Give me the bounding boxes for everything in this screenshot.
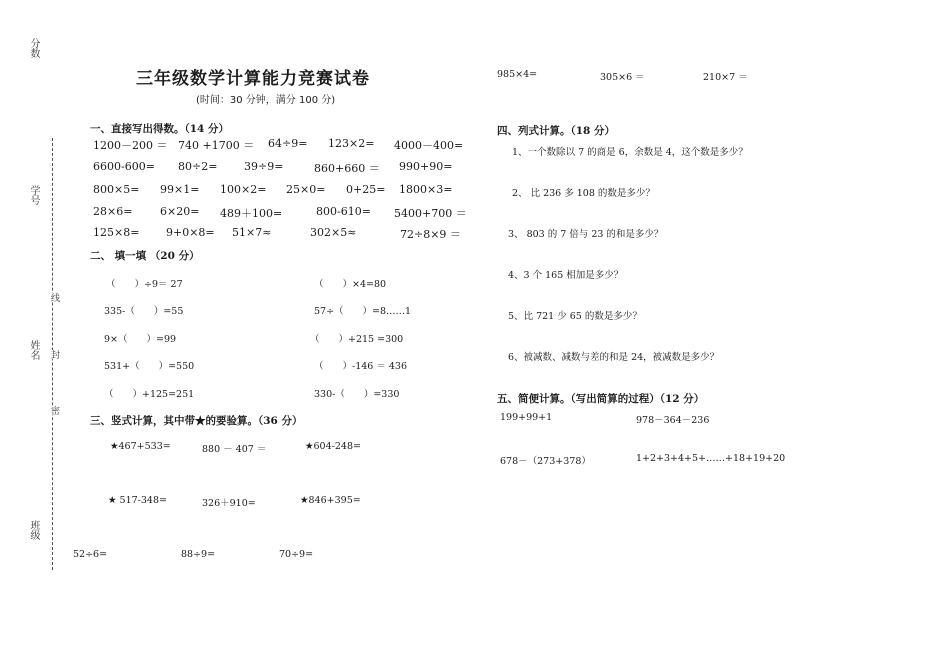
s5-r1-c2: 978－364－236 xyxy=(636,415,710,426)
s3-r1-c2: 880 － 407 ＝ xyxy=(202,444,267,455)
s1-r5-c3: 51×7≈ xyxy=(232,226,272,239)
s1-r3-c5: 0+25= xyxy=(346,183,386,196)
section3-heading: 三、竖式计算，其中带★的要验算。（36 分） xyxy=(90,415,303,427)
s1-r4-c3: 489＋100= xyxy=(220,207,283,220)
s4-item-5: 5、比 721 少 65 的数是多少？ xyxy=(508,311,642,322)
page-title: 三年级数学计算能力竞赛试卷 xyxy=(136,69,370,89)
binding-line-mark: 线 xyxy=(49,293,59,302)
tr-c2: 305×6 ＝ xyxy=(600,72,645,83)
s1-r4-c5: 5400+700 ＝ xyxy=(394,207,467,220)
student-id-label: 学号 xyxy=(28,185,39,205)
s1-r1-c5: 4000－400= xyxy=(394,139,464,152)
s1-r4-c4: 800-610= xyxy=(316,205,371,218)
s4-item-6: 6、被减数、减数与差的和是 24，被减数是多少？ xyxy=(508,352,720,363)
s3-r1-c1: ★467+533= xyxy=(110,441,171,452)
s1-r5-c2: 9+0×8= xyxy=(166,226,215,239)
s5-r1-c1: 199+99+1 xyxy=(500,412,553,423)
class-label: 班级 xyxy=(28,520,39,540)
s3-r2-c3: ★846+395= xyxy=(300,495,361,506)
name-label: 姓名 xyxy=(28,340,39,360)
page-subtitle: (时间：30 分钟，满分 100 分) xyxy=(196,95,336,106)
s2-right-2: 57÷（ ）=8……1 xyxy=(314,306,412,317)
s3-r3-c1: 52÷6= xyxy=(73,549,108,560)
section1-heading: 一、直接写出得数。（14 分） xyxy=(90,123,230,135)
score-label: 分数 xyxy=(28,38,39,58)
s1-r2-c2: 80÷2= xyxy=(178,160,218,173)
s2-left-1: （ ）÷9＝ 27 xyxy=(106,279,183,290)
s1-r2-c5: 990+90= xyxy=(399,160,453,173)
s3-r2-c1: ★ 517-348= xyxy=(108,495,167,506)
s1-r1-c1: 1200－200 ＝ xyxy=(93,139,168,152)
s2-left-3: 9×（ ）=99 xyxy=(104,334,177,345)
s1-r4-c1: 28×6= xyxy=(93,205,133,218)
s1-r3-c4: 25×0= xyxy=(286,183,326,196)
s1-r2-c4: 860+660 ＝ xyxy=(314,162,380,175)
s2-left-5: （ ）+125=251 xyxy=(104,389,195,400)
s1-r5-c4: 302×5≈ xyxy=(310,226,357,239)
binding-dense-mark: 密 xyxy=(49,406,59,415)
s1-r3-c3: 100×2= xyxy=(220,183,267,196)
s1-r3-c6: 1800×3= xyxy=(399,183,453,196)
s4-item-1: 1、一个数除以 7 的商是 6，余数是 4，这个数是多少？ xyxy=(512,147,748,158)
s2-left-4: 531+（ ）=550 xyxy=(104,361,195,372)
s2-left-2: 335-（ ）=55 xyxy=(104,306,184,317)
s1-r1-c3: 64÷9= xyxy=(268,137,308,150)
tr-c3: 210×7 ＝ xyxy=(703,72,748,83)
tr-c1: 985×4= xyxy=(497,69,538,80)
s1-r5-c1: 125×8= xyxy=(93,226,140,239)
s1-r4-c2: 6×20= xyxy=(160,205,200,218)
s2-right-3: （ ）+215 =300 xyxy=(310,334,404,345)
s5-r2-c2: 1+2+3+4+5+……+18+19+20 xyxy=(636,453,786,464)
s1-r1-c4: 123×2= xyxy=(328,137,375,150)
section4-heading: 四、列式计算。（18 分） xyxy=(497,125,616,137)
s5-r2-c1: 678－（273+378） xyxy=(500,456,591,467)
s4-item-2: 2、 比 236 多 108 的数是多少？ xyxy=(512,188,655,199)
s3-r3-c3: 70÷9= xyxy=(279,549,314,560)
s3-r1-c3: ★604-248= xyxy=(305,441,361,452)
section2-heading: 二、 填一填 （20 分） xyxy=(90,250,200,262)
s2-right-1: （ ）×4=80 xyxy=(314,279,387,290)
s1-r1-c2: 740 +1700 ＝ xyxy=(178,139,255,152)
section5-heading: 五、简便计算。（写出简算的过程）（12 分） xyxy=(497,393,705,405)
binding-seal-mark: 封 xyxy=(49,350,59,359)
s3-r2-c2: 326＋910= xyxy=(202,498,256,509)
s1-r2-c1: 6600-600= xyxy=(93,160,155,173)
s1-r3-c2: 99×1= xyxy=(160,183,200,196)
s1-r3-c1: 800×5= xyxy=(93,183,140,196)
s2-right-4: （ ）-146 ＝ 436 xyxy=(314,361,408,372)
s1-r2-c3: 39÷9= xyxy=(244,160,284,173)
s1-r5-c5: 72÷8×9 ＝ xyxy=(400,228,461,241)
s2-right-5: 330-（ ）=330 xyxy=(314,389,400,400)
s4-item-4: 4、3 个 165 相加是多少？ xyxy=(508,270,624,281)
s3-r3-c2: 88÷9= xyxy=(181,549,216,560)
s4-item-3: 3、 803 的 7 倍与 23 的和是多少？ xyxy=(508,229,664,240)
